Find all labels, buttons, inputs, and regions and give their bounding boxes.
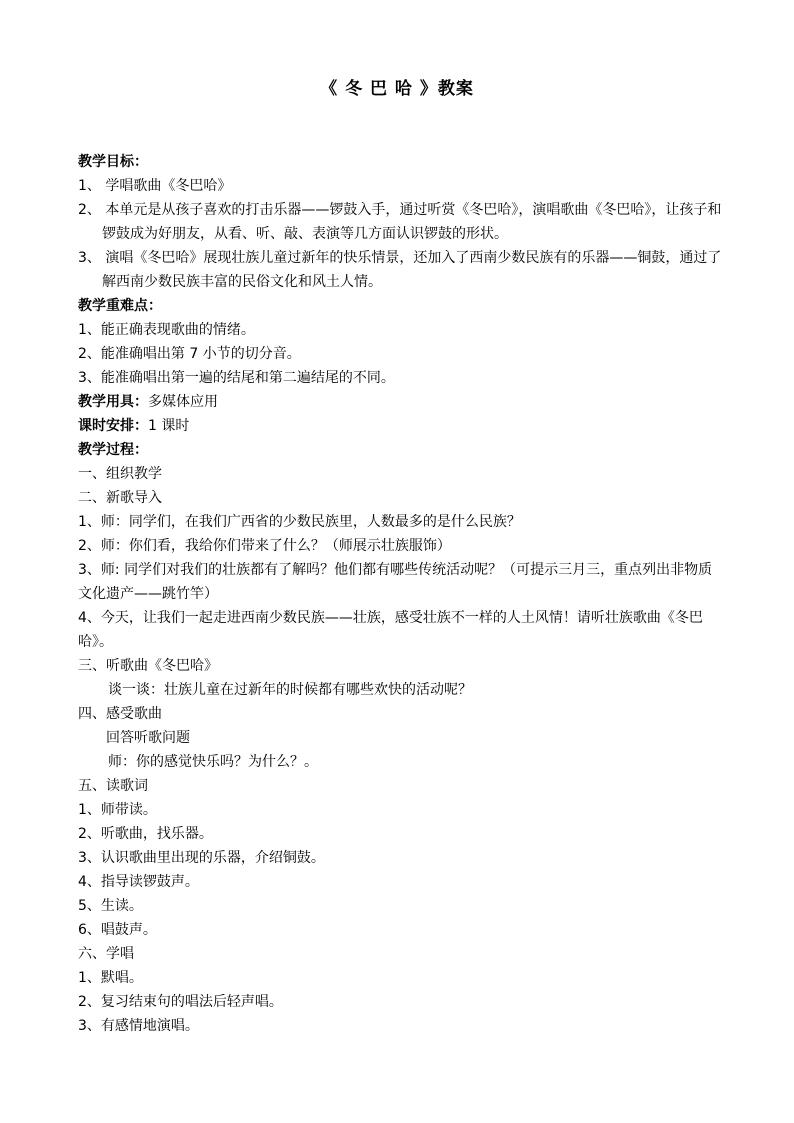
process-step-4: 四、感受歌曲: [78, 706, 162, 722]
key-point-item-1: 1、能正确表现歌曲的情绪。: [78, 322, 255, 338]
process-step-6: 六、学唱: [78, 946, 134, 962]
singing-item-3: 3、有感情地演唱。: [78, 1018, 199, 1034]
key-point-item-2: 2、能准确唱出第 7 小节的切分音。: [78, 346, 301, 362]
objective-item-3: 3、 演唱《冬巴哈》展现壮族儿童过新年的快乐情景，还加入了西南少数民族有的乐器——铜鼓，通过了解西南少数民族丰富的民俗文化和风土人情。: [78, 250, 722, 290]
section-heading-process: 教学过程：: [78, 442, 148, 458]
singing-item-1: 1、默唱。: [78, 970, 143, 986]
process-step-5: 五、读歌词: [78, 778, 148, 794]
document-title: 《 冬 巴 哈 》教案: [320, 79, 474, 99]
lyrics-item-3: 3、认识歌曲里出现的乐器，介绍铜鼓。: [78, 850, 325, 866]
process-step-3: 三、听歌曲《冬巴哈》: [78, 658, 218, 674]
intro-item-3: 3、师: 同学们对我们的壮族都有了解吗？他们都有哪些传统活动呢？（可提示三月三，重点列出非物质文化遗产——跳竹竿）: [78, 562, 713, 602]
process-step-2: 二、新歌导入: [78, 490, 162, 506]
intro-item-2: 2、师：你们看，我给你们带来了什么？（师展示壮族服饰）: [78, 538, 451, 554]
intro-item-1: 1、师：同学们，在我们广西省的少数民族里，人数最多的是什么民族？: [78, 514, 521, 530]
teacher-question-line: 师：你的感觉快乐吗？为什么？。: [108, 754, 318, 770]
lyrics-item-4: 4、指导读锣鼓声。: [78, 874, 199, 890]
answer-question-line: 回答听歌问题: [106, 730, 190, 746]
key-point-item-3: 3、能准确唱出第一遍的结尾和第二遍结尾的不同。: [78, 370, 395, 386]
teaching-tools-value: 多媒体应用: [148, 394, 218, 410]
teaching-tools-label: 教学用具：: [78, 394, 148, 410]
class-hours-line: [78, 414, 723, 438]
teaching-tools-line: [78, 390, 723, 414]
section-heading-key-points: 教学重难点：: [78, 298, 162, 314]
objective-item-2: 2、 本单元是从孩子喜欢的打击乐器——锣鼓入手，通过听赏《冬巴哈》，演唱歌曲《冬巴哈》，让孩子和锣鼓成为好朋友，从看、听、敲、表演等几方面认识锣鼓的形状。: [78, 202, 722, 242]
singing-item-2: 2、复习结束句的唱法后轻声唱。: [78, 994, 283, 1010]
objective-item-1: 1、 学唱歌曲《冬巴哈》: [78, 178, 232, 194]
class-hours-value: 1 课时: [148, 418, 190, 434]
lyrics-item-5: 5、生读。: [78, 898, 143, 914]
discussion-line: 谈一谈：壮族儿童在过新年的时候都有哪些欢快的活动呢？: [108, 682, 472, 698]
lyrics-item-6: 6、唱鼓声。: [78, 922, 157, 938]
process-step-1: 一、组织教学: [78, 466, 162, 482]
document-body: [78, 150, 723, 1038]
lyrics-item-1: 1、师带读。: [78, 802, 157, 818]
lyrics-item-2: 2、听歌曲，找乐器。: [78, 826, 213, 842]
intro-item-4: 4、今天，让我们一起走进西南少数民族——壮族，感受壮族不一样的人土风情！请听壮族歌曲《冬巴哈》。: [78, 610, 703, 650]
class-hours-label: 课时安排：: [78, 418, 148, 434]
section-heading-objectives: 教学目标：: [78, 154, 148, 170]
